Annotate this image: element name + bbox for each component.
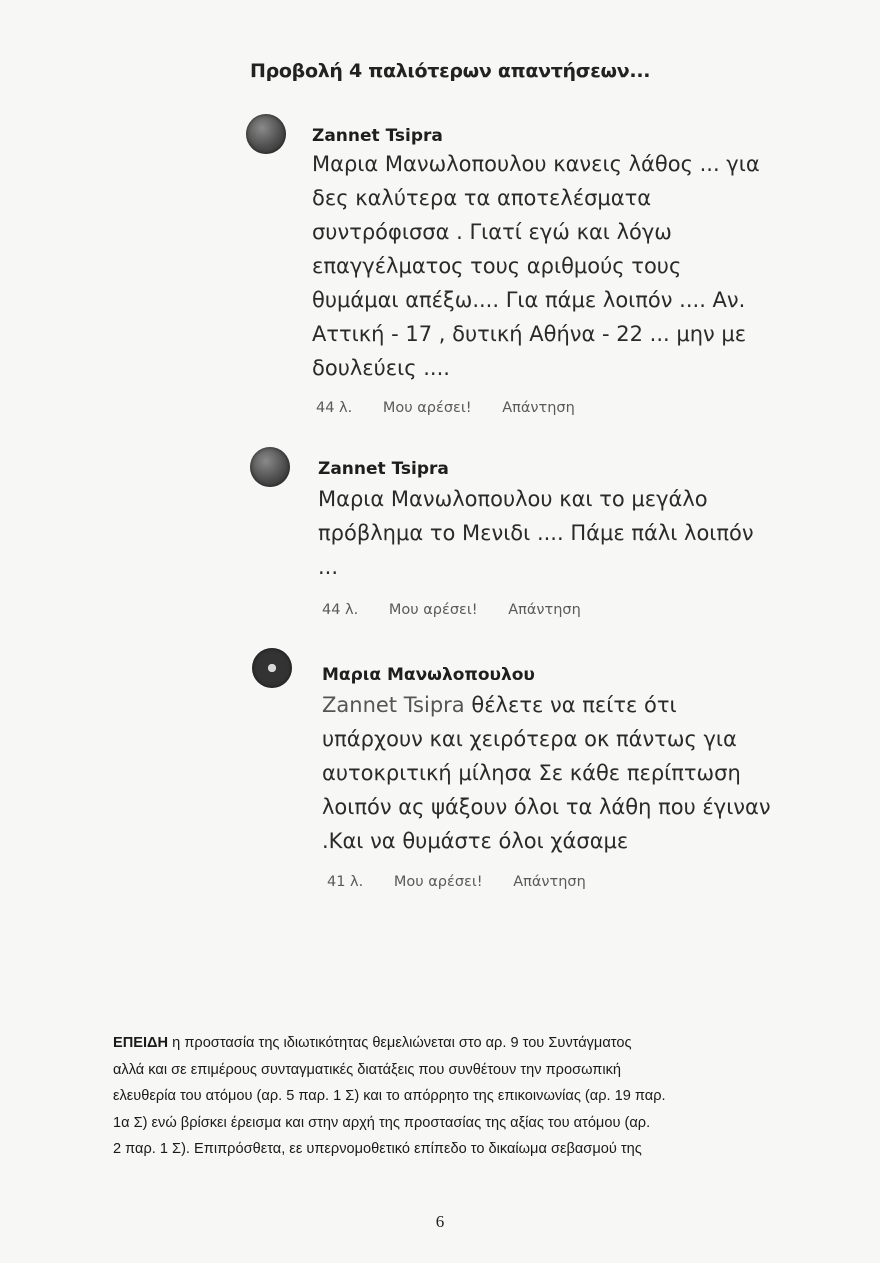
reply-button[interactable]: Απάντηση xyxy=(513,874,586,890)
like-button[interactable]: Μου αρέσει! xyxy=(393,874,483,890)
avatar[interactable] xyxy=(246,114,286,154)
comment-meta xyxy=(327,874,612,890)
view-older-replies-link[interactable]: Προβολή 4 παλιότερων απαντήσεων... xyxy=(250,60,651,82)
comment-time[interactable]: 41 λ. xyxy=(327,874,364,890)
comment-text: Zannet Tsipra θέλετε να πείτε ότι υπάρχουν και χειρότερα οκ πάντως για αυτοκριτική μίλησα Σε κάθε περίπτωση λοιπόν ας ψάξουν όλοι τα λάθη που έγιναν .Και να θυμάστε όλοι χάσαμε xyxy=(322,693,771,853)
comment-text: Μαρια Μανωλοπουλου κανεις λάθος ... για δες καλύτερα τα αποτελέσματα συντρόφισσα . Γιατί εγώ και λόγω επαγγέλματος τους αριθμούς τους θυμάμαι απέξω.... Για πάμε λοιπόν .... Αν. Αττική - 17 , δυτική Αθήνα - 22 ... μην με δουλεύεις .... xyxy=(312,152,760,380)
mention-link[interactable]: Zannet Tsipra xyxy=(322,693,465,717)
comment-meta xyxy=(316,400,601,416)
legal-paragraph: ΕΠΕΙΔΗ η προστασία της ιδιωτικότητας θεμελιώνεται στο αρ. 9 του Συντάγματος αλλά και σε επιμέρους συνταγματικές διατάξεις που συνθέτουν την προσωπική ελευθερία του ατόμου (αρ. 5 παρ. 1 Σ) και το απόρρητο της επικοινωνίας (αρ. 19 παρ. 1α Σ) ενώ βρίσκει έρεισμα και στην αρχή της προστασίας της αξίας του ατόμου (αρ. 2 παρ. 1 Σ). Επιπρόσθετα, εε υπερνομοθετικό επίπεδο το δικαίωμα σεβασμού της xyxy=(113,1035,666,1157)
comment-time[interactable]: 44 λ. xyxy=(322,602,359,618)
reply-button[interactable]: Απάντηση xyxy=(508,602,581,618)
comment-text: Μαρια Μανωλοπουλου και το μεγάλο πρόβλημα το Μενιδι .... Πάμε πάλι λοιπόν ... xyxy=(318,487,754,579)
page-number: 6 xyxy=(435,1212,445,1231)
comment-time[interactable]: 44 λ. xyxy=(316,400,353,416)
paragraph-lead: ΕΠΕΙΔΗ xyxy=(113,1035,169,1051)
comment-author[interactable]: Zannet Tsipra xyxy=(318,459,449,479)
like-button[interactable]: Μου αρέσει! xyxy=(388,602,478,618)
comment-author[interactable]: Zannet Tsipra xyxy=(312,126,443,146)
like-button[interactable]: Μου αρέσει! xyxy=(382,400,472,416)
avatar[interactable] xyxy=(252,648,292,688)
reply-button[interactable]: Απάντηση xyxy=(502,400,575,416)
comment-meta xyxy=(322,602,607,618)
avatar[interactable] xyxy=(250,447,290,487)
comment-author[interactable]: Μαρια Μανωλοπουλου xyxy=(322,665,535,685)
